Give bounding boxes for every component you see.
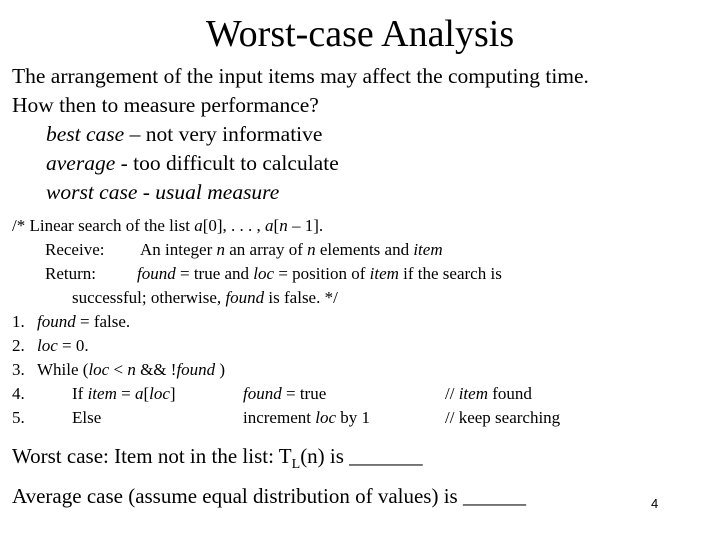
step-3-text: While (loc < n && !found ): [37, 360, 226, 379]
worst-case-line: [46, 178, 279, 207]
step-4-comment: // item found: [445, 384, 532, 403]
step-5-else: Else: [72, 408, 102, 427]
step-3-number: 3.: [12, 360, 25, 379]
worst-case-term: worst case - usual measure: [46, 180, 280, 204]
intro-line-1: The arrangement of the input items may affect the computing time.: [12, 64, 589, 88]
return-text: found = true and loc = position of item if the search is: [137, 264, 502, 283]
receive-text: An integer n an array of n elements and item: [140, 240, 443, 259]
best-case-desc: – not very informative: [124, 122, 323, 146]
step-2-text: loc = 0.: [37, 336, 89, 355]
step-1-text: found = false.: [37, 312, 131, 331]
average-case-question: Average case (assume equal distribution of values) is ______: [12, 484, 526, 508]
step-1-number: 1.: [12, 312, 25, 331]
algorithm-comment-header: /* Linear search of the list a[0], . . . , a[n – 1].: [12, 216, 324, 235]
step-5-number: 5.: [12, 408, 25, 427]
slide-title: Worst-case Analysis: [205, 13, 515, 55]
average-case-line: [46, 149, 339, 178]
step-4-condition: If item = a[loc]: [72, 384, 176, 403]
step-5-action: increment loc by 1: [243, 408, 370, 427]
best-case-term: best case: [46, 122, 125, 146]
step-4-action: found = true: [243, 384, 327, 403]
intro-line-2: How then to measure performance?: [12, 93, 319, 117]
step-2-number: 2.: [12, 336, 25, 355]
return-label: Return:: [45, 264, 96, 283]
page-number: 4: [651, 496, 659, 511]
step-5-comment: // keep searching: [445, 408, 561, 427]
average-case-term: average: [46, 151, 116, 175]
step-4-number: 4.: [12, 384, 25, 403]
worst-case-question: Worst case: Item not in the list: $T_L(n)$ is _______: [12, 444, 423, 472]
best-case-line: [46, 120, 322, 149]
average-case-desc: - too difficult to calculate: [115, 151, 339, 175]
return-continuation: successful; otherwise, found is false. */: [72, 288, 338, 307]
receive-label: Receive:: [45, 240, 105, 259]
